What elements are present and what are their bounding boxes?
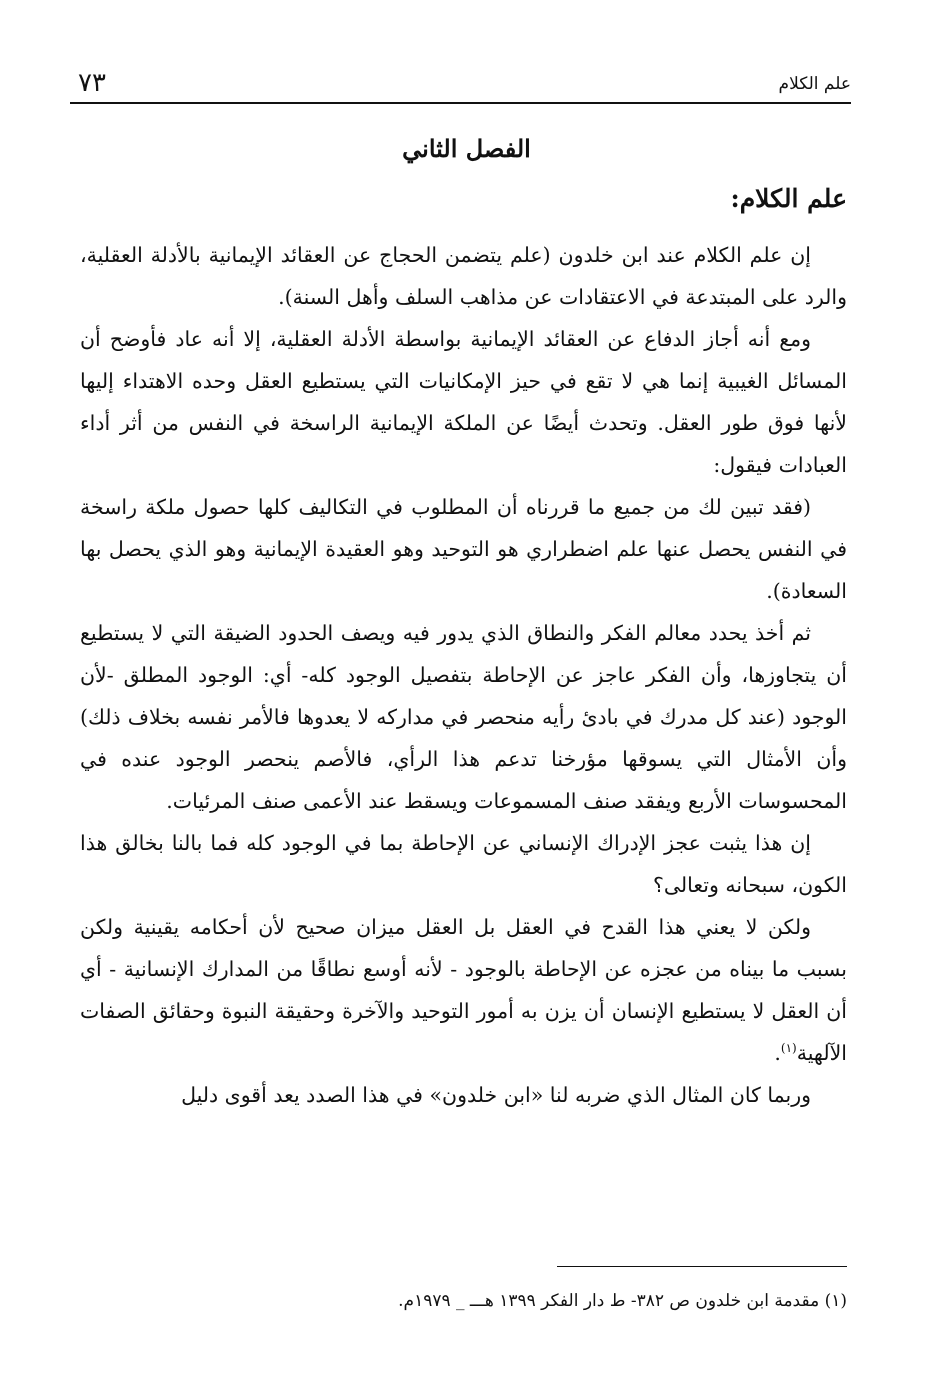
paragraph-2: ومع أنه أجاز الدفاع عن العقائد الإيمانية بواسطة الأدلة العقلية، إلا أنه عاد فأوضح أن المسائل الغيبية إنما هي لا تقع في حيز الإمكانيات التي يستطيع العقل وحده الاهتداء إليها لأنها فوق طور العقل. وتحدث أيضًا عن الملكة الإيمانية الراسخة في النفس من أثر أداء العبادات فيقول: xyxy=(80,327,847,477)
section-heading: علم الكلام: xyxy=(730,184,847,213)
footnote: (١) مقدمة ابن خلدون ص ٣٨٢- ط دار الفكر ١٣٩٩ هـــ _ ١٩٧٩م. xyxy=(398,1291,847,1311)
paragraph-6-text: ولكن لا يعني هذا القدح في العقل بل العقل ميزان صحيح لأن أحكامه يقينية ولكن بسبب ما بيناه من عجزه عن الإحاطة بالوجود - لأنه أوسع نطاقًا من المدارك الإنسانية - أي أن العقل لا يستطيع الإنسان أن يزن به أمور التوحيد والآخرة وحقيقة النبوة وحقائق الصفات الآلهية xyxy=(80,915,847,1065)
paragraph-6 xyxy=(80,906,847,1074)
footnote-reference: (١) xyxy=(780,1041,797,1056)
paragraph-4: ثم أخذ يحدد معالم الفكر والنطاق الذي يدور فيه ويصف الحدود الضيقة التي لا يستطيع أن يتجاوزها، وأن الفكر عاجز عن الإحاطة بتفصيل الوجود كله- أي: الوجود المطلق -لأن الوجود (عند كل مدرك في بادئ رأيه منحصر في مداركه لا يعدوها فالأمر نفسه بخلاف ذلك) وأن الأمثال التي يسوقها مؤرخنا تدعم هذا الرأي، فالأصم ينحصر الوجود عنده في المحسوسات الأربع ويفقد صنف المسموعات ويسقط عند الأعمى صنف المرئيات. xyxy=(80,621,847,813)
paragraph-6-end: . xyxy=(774,1041,781,1065)
paragraph-5: إن هذا يثبت عجز الإدراك الإنساني عن الإحاطة بما في الوجود كله فما بالنا بخالق هذا الكون، سبحانه وتعالى؟ xyxy=(80,831,847,897)
paragraph-7: وربما كان المثال الذي ضربه لنا «ابن خلدون» في هذا الصدد يعد أقوى دليل xyxy=(181,1083,811,1107)
paragraph-3-quote: (فقد تبين لك من جميع ما قررناه أن المطلوب في التكاليف كلها حصول ملكة راسخة في النفس يحصل عنها علم اضطراري هو التوحيد وهو العقيدة الإيمانية وهو الذي يحصل بها السعادة). xyxy=(80,495,847,603)
footnote-divider xyxy=(557,1266,847,1267)
body-text xyxy=(80,234,847,1116)
running-title: علم الكلام xyxy=(778,74,851,94)
chapter-heading: الفصل الثاني xyxy=(402,134,531,163)
paragraph-1: إن علم الكلام عند ابن خلدون (علم يتضمن الحجاج عن العقائد الإيمانية بالأدلة العقلية، والرد على المبتدعة في الاعتقادات عن مذاهب السلف وأهل السنة). xyxy=(80,243,847,309)
page-number: ٧٣ xyxy=(78,68,106,98)
running-header xyxy=(70,66,851,104)
